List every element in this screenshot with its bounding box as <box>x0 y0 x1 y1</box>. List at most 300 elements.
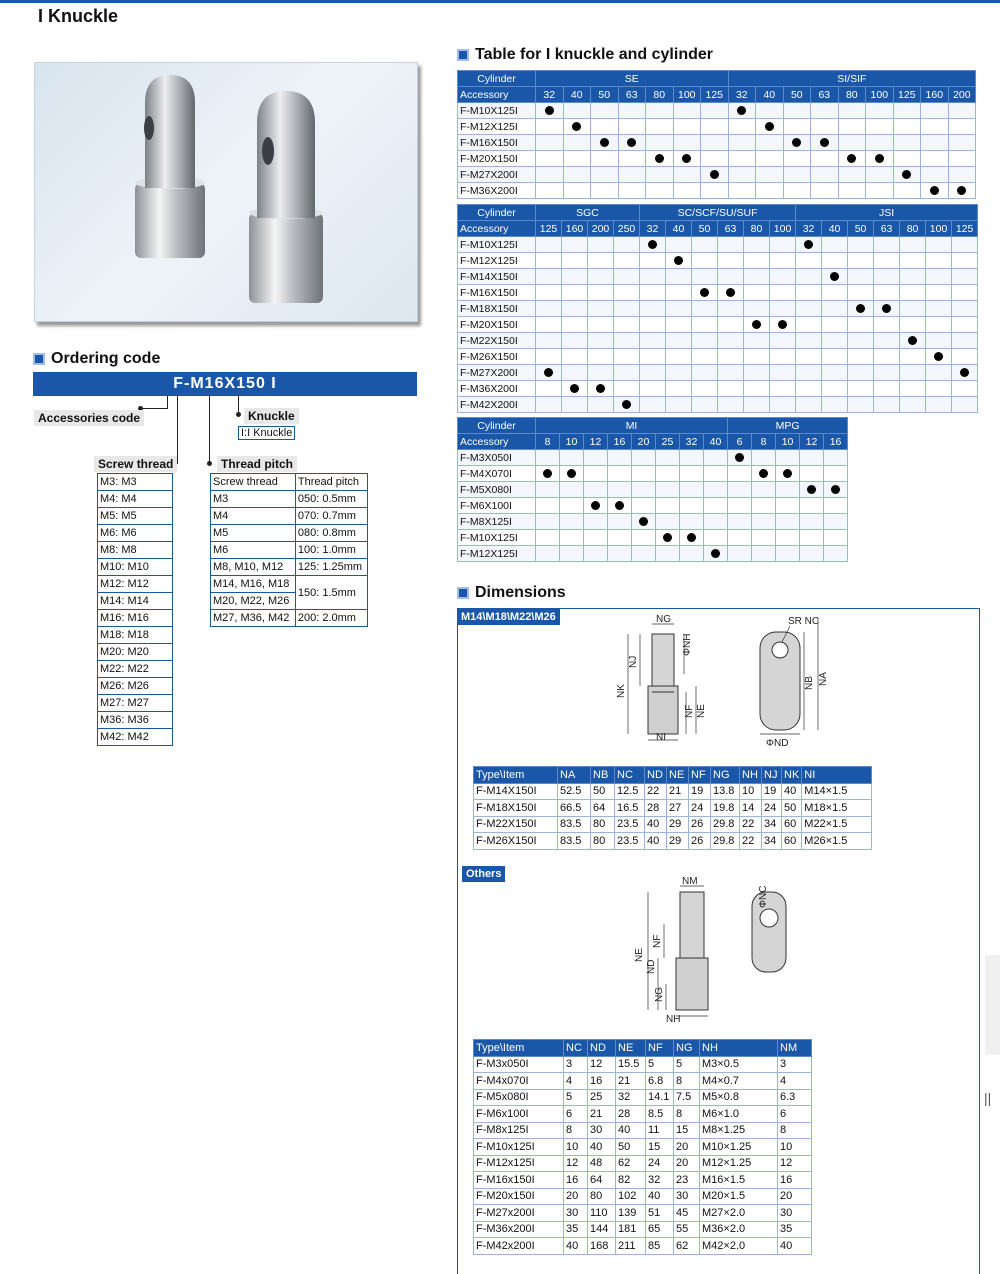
dim-cell: 35 <box>564 1221 588 1238</box>
screw-thread-cell: M6: M6 <box>98 525 173 542</box>
dim-header: NF <box>689 767 711 784</box>
compat-cell <box>536 381 562 397</box>
dim-cell: 82 <box>616 1172 646 1189</box>
dim-cell: 8 <box>674 1073 700 1090</box>
diag2-nd: ND <box>646 959 657 974</box>
compat-bore-size: 40 <box>756 87 784 103</box>
compat-cell <box>952 397 978 413</box>
compat-dot-icon <box>648 240 657 249</box>
compat-cell <box>921 119 949 135</box>
screw-thread-cell: M16: M16 <box>98 610 173 627</box>
compat-cell <box>666 397 692 413</box>
compat-cell <box>926 333 952 349</box>
dim-cell: 45 <box>674 1205 700 1222</box>
compat-bore-size: 8 <box>752 434 776 450</box>
compat-bore-size: 40 <box>704 434 728 450</box>
compat-cell <box>673 151 701 167</box>
dim-cell: F-M42x200I <box>474 1238 564 1255</box>
compat-cell <box>848 381 874 397</box>
dim-header: NM <box>778 1040 812 1057</box>
compat-dot-icon <box>875 154 884 163</box>
compat-cell <box>874 285 900 301</box>
compat-cell <box>921 167 949 183</box>
compat-dot-icon <box>804 240 813 249</box>
dim-cell: M42×2.0 <box>700 1238 778 1255</box>
dim-cell: M22×1.5 <box>802 816 872 833</box>
compat-bore-size: 80 <box>838 87 866 103</box>
compat-cell <box>640 269 666 285</box>
table-row <box>98 627 173 644</box>
table-row <box>474 816 872 833</box>
dim-cell: M18×1.5 <box>802 800 872 817</box>
compat-bore-size: 63 <box>618 87 646 103</box>
thread-pitch-label: Thread pitch <box>217 456 297 472</box>
dim-cell: 22 <box>645 783 667 800</box>
compat-cell <box>563 167 591 183</box>
dim-cell: 30 <box>588 1122 616 1139</box>
dim-cell: 6.8 <box>646 1073 674 1090</box>
compat-cell <box>952 285 978 301</box>
connector-accessories-h <box>142 408 168 409</box>
diag1-na: NA <box>818 672 829 686</box>
table-row <box>474 1172 812 1189</box>
dim-cell: 15 <box>646 1139 674 1156</box>
dim-cell: 19 <box>689 783 711 800</box>
compat-cell <box>728 546 752 562</box>
diag2-ng: NG <box>654 987 665 1002</box>
compat-cell <box>783 183 811 199</box>
compat-cell <box>728 482 752 498</box>
dim-header: Type\Item <box>474 767 558 784</box>
compat-accessory: F-M5X080I <box>458 482 536 498</box>
dim-header: NE <box>667 767 689 784</box>
compat-cell <box>680 530 704 546</box>
compat-cell <box>562 253 588 269</box>
table-row <box>458 514 848 530</box>
dim-header: NF <box>646 1040 674 1057</box>
dim-header: ND <box>645 767 667 784</box>
compat-cell <box>926 349 952 365</box>
thread-pitch-header: Thread pitch <box>295 474 367 491</box>
compat-cell <box>718 301 744 317</box>
dim-cell: 30 <box>564 1205 588 1222</box>
compat-cell <box>756 167 784 183</box>
compat-cell <box>756 183 784 199</box>
compat-cell <box>770 381 796 397</box>
dimension-diagram-2 <box>620 874 820 1024</box>
compat-cell <box>614 253 640 269</box>
dim-cell: 40 <box>778 1238 812 1255</box>
dim-cell: 144 <box>588 1221 616 1238</box>
dim-cell: M36×2.0 <box>700 1221 778 1238</box>
dim-header: NG <box>674 1040 700 1057</box>
dim-cell: 27 <box>667 800 689 817</box>
compat-cell <box>728 119 756 135</box>
compat-bore-size: 125 <box>893 87 921 103</box>
diag2-nh: NH <box>666 1014 681 1024</box>
compat-cell <box>680 466 704 482</box>
compat-cell <box>848 365 874 381</box>
compat-cell <box>824 514 848 530</box>
compat-cell <box>680 450 704 466</box>
compat-accessory: F-M36X200I <box>458 183 536 199</box>
compat-table-3 <box>457 417 848 562</box>
diag1-nd: ΦND <box>766 738 789 747</box>
compat-cell <box>591 135 619 151</box>
screw-thread-cell: M26: M26 <box>98 678 173 695</box>
dim-cell: 8.5 <box>646 1106 674 1123</box>
compat-dot-icon <box>663 533 672 542</box>
compat-cell <box>824 450 848 466</box>
compat-cell <box>666 349 692 365</box>
compat-cell <box>900 301 926 317</box>
compat-cell <box>744 349 770 365</box>
dim-cell: 12 <box>588 1056 616 1073</box>
compat-accessory: F-M3X050I <box>458 450 536 466</box>
table-row <box>474 1139 812 1156</box>
dim-cell: 40 <box>588 1139 616 1156</box>
compat-cell <box>536 269 562 285</box>
compat-accessory: F-M8X125I <box>458 514 536 530</box>
compat-cell <box>692 349 718 365</box>
dim-cell: 25 <box>588 1089 616 1106</box>
compat-cell <box>640 349 666 365</box>
compat-bore-size: 50 <box>591 87 619 103</box>
compat-cell <box>822 349 848 365</box>
compat-cell <box>673 119 701 135</box>
compat-cell <box>948 103 976 119</box>
dim-cell: 65 <box>646 1221 674 1238</box>
compat-bore-size: 125 <box>952 221 978 237</box>
compat-cell <box>921 103 949 119</box>
compat-cell <box>632 514 656 530</box>
dim-cell: 34 <box>762 833 782 850</box>
dim-header: NJ <box>762 767 782 784</box>
compat-group-name: SC/SCF/SU/SUF <box>640 205 796 221</box>
thread-pitch-value: 050: 0.5mm <box>295 491 367 508</box>
compat-cell <box>756 151 784 167</box>
compat-cell <box>822 301 848 317</box>
compat-accessory: F-M36X200I <box>458 381 536 397</box>
compat-dot-icon <box>902 170 911 179</box>
connector-dot <box>207 461 212 466</box>
dim-cell: 139 <box>616 1205 646 1222</box>
compat-cell <box>536 333 562 349</box>
compat-accessory: F-M27X200I <box>458 365 536 381</box>
compat-bore-size: 12 <box>800 434 824 450</box>
table-row <box>474 1122 812 1139</box>
compat-dot-icon <box>700 288 709 297</box>
compat-cell <box>776 530 800 546</box>
compat-cell <box>692 253 718 269</box>
compat-cell <box>874 349 900 365</box>
dim-cell: 16 <box>564 1172 588 1189</box>
dim-cell: 34 <box>762 816 782 833</box>
table-row <box>458 135 976 151</box>
screw-thread-cell: M8: M8 <box>98 542 173 559</box>
compat-cell <box>728 135 756 151</box>
compat-dot-icon <box>960 368 969 377</box>
compat-cell <box>796 349 822 365</box>
dim-cell: 83.5 <box>558 833 591 850</box>
diag1-nf: NF <box>684 704 695 718</box>
thread-pitch-value: 080: 0.8mm <box>295 525 367 542</box>
compat-cell <box>588 381 614 397</box>
compat-cell <box>562 333 588 349</box>
compat-cell <box>752 482 776 498</box>
compat-cell <box>866 103 894 119</box>
compat-cell <box>656 466 680 482</box>
compat-cell <box>796 365 822 381</box>
dim-cell: F-M4x070I <box>474 1073 564 1090</box>
compat-cell <box>952 317 978 333</box>
compat-cell <box>728 466 752 482</box>
compat-cell <box>666 317 692 333</box>
dim-cell: 28 <box>645 800 667 817</box>
compat-cell <box>800 482 824 498</box>
compat-cell <box>562 301 588 317</box>
compat-cell <box>562 285 588 301</box>
thread-pitch-value: 100: 1.0mm <box>295 542 367 559</box>
compat-cell <box>701 135 729 151</box>
table-row <box>98 729 173 746</box>
compat-cell <box>536 285 562 301</box>
table-row <box>474 1056 812 1073</box>
compat-cell <box>926 237 952 253</box>
compat-cell <box>680 482 704 498</box>
compat-dot-icon <box>615 501 624 510</box>
screw-thread-cell: M3: M3 <box>98 474 173 491</box>
compat-accessory: F-M16X150I <box>458 285 536 301</box>
compat-cell <box>701 103 729 119</box>
compat-cell <box>874 333 900 349</box>
compat-cell <box>744 301 770 317</box>
table-row <box>458 103 976 119</box>
dim-header: NB <box>591 767 615 784</box>
compat-cell <box>783 151 811 167</box>
compat-cell <box>614 365 640 381</box>
compat-accessory: F-M20X150I <box>458 317 536 333</box>
compat-cell <box>560 482 584 498</box>
screw-thread-cell: M10: M10 <box>98 559 173 576</box>
compat-cell <box>588 365 614 381</box>
compat-dot-icon <box>765 122 774 131</box>
table-row <box>458 498 848 514</box>
compat-cell <box>776 482 800 498</box>
compat-bore-size: 32 <box>680 434 704 450</box>
dim-cell: 3 <box>564 1056 588 1073</box>
compat-cell <box>618 119 646 135</box>
compat-cell <box>952 237 978 253</box>
dim-cell: 35 <box>778 1221 812 1238</box>
compat-bore-size: 32 <box>796 221 822 237</box>
compat-cell <box>770 253 796 269</box>
table-row <box>98 474 173 491</box>
compat-cell <box>560 498 584 514</box>
compat-cylinder-label: Cylinder <box>458 418 536 434</box>
compat-cell <box>614 269 640 285</box>
dim-cell: 6.3 <box>778 1089 812 1106</box>
thread-pitch-screw: M6 <box>211 542 296 559</box>
compat-cell <box>900 333 926 349</box>
table-row <box>474 1205 812 1222</box>
compat-cell <box>666 333 692 349</box>
compat-cell <box>796 317 822 333</box>
compat-cell <box>608 546 632 562</box>
table-row <box>98 644 173 661</box>
compat-cell <box>666 381 692 397</box>
dim-cell: 10 <box>564 1139 588 1156</box>
compat-cell <box>838 151 866 167</box>
compat-cell <box>838 135 866 151</box>
dim-cell: 21 <box>616 1073 646 1090</box>
compat-cell <box>744 253 770 269</box>
compat-cell <box>562 317 588 333</box>
compat-cell <box>948 119 976 135</box>
compat-group-name: SGC <box>536 205 640 221</box>
compat-cell <box>783 167 811 183</box>
compat-cell <box>948 167 976 183</box>
diag2-nf: NF <box>652 934 663 948</box>
dim-cell: F-M20x150I <box>474 1188 564 1205</box>
compat-bore-row <box>458 221 978 237</box>
screw-thread-cell: M22: M22 <box>98 661 173 678</box>
compat-cell <box>893 183 921 199</box>
page-title: I Knuckle <box>38 6 119 26</box>
compat-cell <box>874 381 900 397</box>
table-row <box>98 525 173 542</box>
compat-dot-icon <box>600 138 609 147</box>
thread-pitch-value: 125: 1.25mm <box>295 559 367 576</box>
compat-cell <box>752 514 776 530</box>
table-row <box>458 317 978 333</box>
compat-cell <box>618 103 646 119</box>
compat-cell <box>584 546 608 562</box>
compat-cell <box>646 135 674 151</box>
compat-cell <box>560 466 584 482</box>
compat-cell <box>776 450 800 466</box>
compat-cell <box>536 253 562 269</box>
compat-cell <box>776 546 800 562</box>
ordering-code-heading-text: Ordering code <box>51 350 161 367</box>
table-header-row <box>211 474 368 491</box>
compat-group-name: JSI <box>796 205 978 221</box>
compat-cell <box>848 317 874 333</box>
dim-cell: 10 <box>740 783 762 800</box>
compat-cell <box>838 167 866 183</box>
compat-heading-text: Table for I knuckle and cylinder <box>475 46 713 63</box>
compat-cell <box>563 183 591 199</box>
dim-cell: 211 <box>616 1238 646 1255</box>
dim-cell: 29 <box>667 816 689 833</box>
compat-cell <box>640 397 666 413</box>
table-header-row <box>474 1040 812 1057</box>
compat-cell <box>646 183 674 199</box>
compat-dot-icon <box>856 304 865 313</box>
compat-cell <box>848 237 874 253</box>
compat-cell <box>728 498 752 514</box>
screw-thread-label: Screw thread <box>94 456 177 472</box>
dim-cell: 24 <box>689 800 711 817</box>
compat-cell <box>563 151 591 167</box>
dim-cell: 4 <box>778 1073 812 1090</box>
dim-cell: 55 <box>674 1221 700 1238</box>
compat-bore-size: 160 <box>562 221 588 237</box>
compat-cell <box>800 530 824 546</box>
compat-cell <box>744 365 770 381</box>
compat-cell <box>614 333 640 349</box>
compat-bore-size: 125 <box>701 87 729 103</box>
compat-dot-icon <box>759 469 768 478</box>
compat-cell <box>692 269 718 285</box>
compat-cell <box>588 253 614 269</box>
table-row <box>458 253 978 269</box>
dim-cell: F-M36x200I <box>474 1221 564 1238</box>
dim-cell: 80 <box>588 1188 616 1205</box>
table-row <box>211 525 368 542</box>
dim-cell: 24 <box>646 1155 674 1172</box>
dimensions-heading <box>457 584 566 602</box>
compat-cell <box>632 530 656 546</box>
compat-cell <box>562 397 588 413</box>
compat-bore-size: 40 <box>822 221 848 237</box>
compat-accessory: F-M26X150I <box>458 349 536 365</box>
compat-cell <box>874 365 900 381</box>
table-row <box>458 365 978 381</box>
compat-table-2 <box>457 204 978 413</box>
compat-cell <box>562 365 588 381</box>
compat-cell <box>776 514 800 530</box>
compat-bore-size: 50 <box>783 87 811 103</box>
compat-cell <box>692 301 718 317</box>
table-row <box>458 482 848 498</box>
compat-cell <box>874 317 900 333</box>
dim-header: NC <box>564 1040 588 1057</box>
compat-cell <box>838 183 866 199</box>
dim-cell: 30 <box>674 1188 700 1205</box>
compat-cell <box>666 365 692 381</box>
section-square-icon <box>457 587 469 599</box>
compat-cell <box>562 269 588 285</box>
compat-dot-icon <box>831 485 840 494</box>
compat-cell <box>704 482 728 498</box>
compat-dot-icon <box>639 517 648 526</box>
compat-cell <box>536 237 562 253</box>
dim-cell: F-M10x125I <box>474 1139 564 1156</box>
compat-cell <box>701 151 729 167</box>
compat-cell <box>646 119 674 135</box>
compat-cell <box>728 103 756 119</box>
compat-accessory: F-M12X125I <box>458 253 536 269</box>
compat-dot-icon <box>627 138 636 147</box>
compat-cell <box>584 482 608 498</box>
compat-cell <box>692 381 718 397</box>
knuckle-label: Knuckle <box>244 408 299 424</box>
compat-cell <box>588 285 614 301</box>
compat-cell <box>632 546 656 562</box>
compat-cell <box>680 514 704 530</box>
table-row <box>211 508 368 525</box>
dim-header: NE <box>616 1040 646 1057</box>
compat-cell <box>822 253 848 269</box>
compat-cell <box>718 397 744 413</box>
compat-cell <box>588 397 614 413</box>
dim-cell: 10 <box>778 1139 812 1156</box>
compat-cell <box>656 514 680 530</box>
compat-cell <box>560 530 584 546</box>
dim-header: NH <box>700 1040 778 1057</box>
compat-cell <box>608 498 632 514</box>
